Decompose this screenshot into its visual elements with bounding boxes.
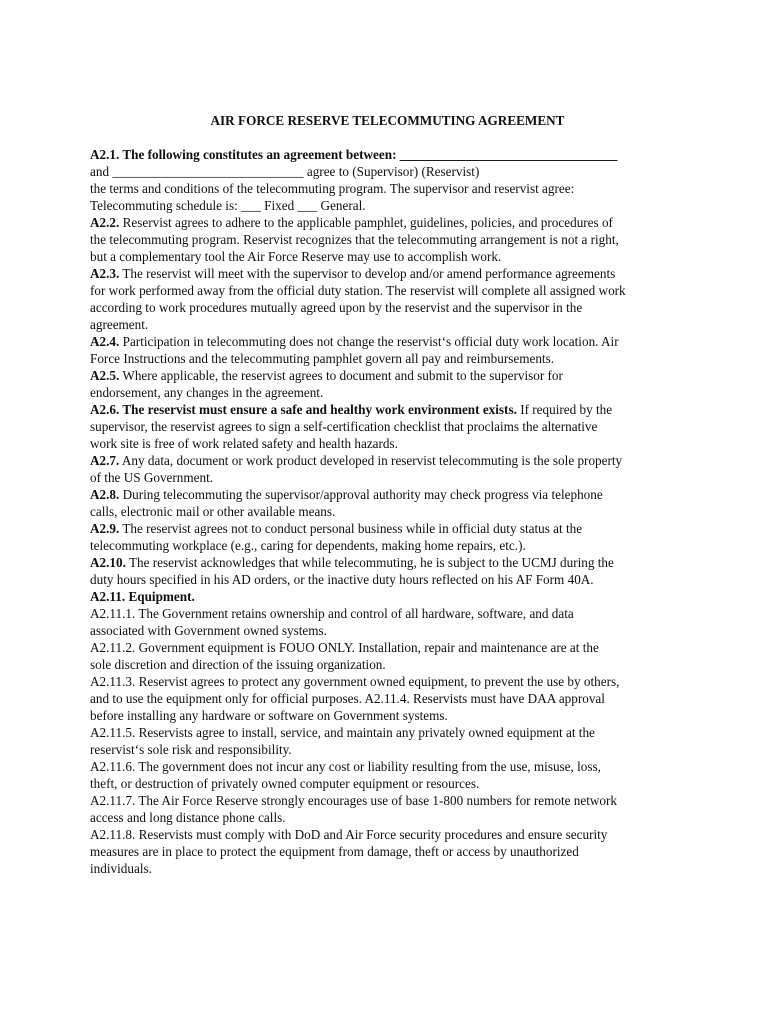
document-line (90, 384, 685, 401)
document-line (90, 333, 685, 350)
line-text: During telecommuting the supervisor/approval authority may check progress via telephone (119, 487, 603, 502)
line-bold-text: A2.11. Equipment. (90, 589, 195, 604)
line-text: The reservist acknowledges that while telecommuting, he is subject to the UCMJ during the (125, 555, 614, 570)
document-line (90, 588, 685, 605)
document-line (90, 282, 685, 299)
line-bold-text: A2.3. (90, 266, 120, 281)
line-text: supervisor, the reservist agrees to sign a self-certification checklist that proclaims the alternative (90, 419, 598, 434)
line-text: The reservist agrees not to conduct personal business while in official duty status at the (119, 521, 583, 536)
line-text: and to use the equipment only for official purposes. A2.11.4. Reservists must have DAA approval (90, 691, 605, 706)
line-text: Participation in telecommuting does not change the reservist‘s official duty work location. Air (119, 334, 619, 349)
line-bold-text: A2.4. (90, 334, 120, 349)
line-text: agreement. (90, 317, 149, 332)
line-text: but a complementary tool the Air Force Reserve may use to accomplish work. (90, 249, 502, 264)
document-line (90, 452, 685, 469)
line-text: theft, or destruction of privately owned computer equipment or resources. (90, 776, 480, 791)
line-text: work site is free of work related safety and health hazards. (90, 436, 398, 451)
document-line (90, 401, 685, 418)
line-text: associated with Government owned systems. (90, 623, 327, 638)
document-line (90, 520, 685, 537)
document-line (90, 435, 685, 452)
document-line (90, 367, 685, 384)
line-text: A2.11.7. The Air Force Reserve strongly encourages use of base 1-800 numbers for remote network (90, 793, 617, 808)
line-text: individuals. (90, 861, 152, 876)
document-line (90, 418, 685, 435)
line-text: Where applicable, the reservist agrees to document and submit to the supervisor for (119, 368, 563, 383)
document-line (90, 571, 685, 588)
line-text: the telecommuting program. Reservist recognizes that the telecommuting arrangement is not a right, (90, 232, 619, 247)
line-text: A2.11.8. Reservists must comply with DoD and Air Force security procedures and ensure security (90, 827, 608, 842)
document-line (90, 180, 685, 197)
line-bold-text: A2.10. (90, 555, 126, 570)
document-line (90, 299, 685, 316)
document-line (90, 231, 685, 248)
document-line (90, 826, 685, 843)
line-text: before installing any hardware or software on Government systems. (90, 708, 448, 723)
document-line (90, 486, 685, 503)
document-line (90, 741, 685, 758)
document-line (90, 775, 685, 792)
line-bold-text: A2.1. The following constitutes an agreement between: _________________________________ (90, 147, 618, 162)
line-text: A2.11.2. Government equipment is FOUO ONLY. Installation, repair and maintenance are at the (90, 640, 599, 655)
line-text: access and long distance phone calls. (90, 810, 286, 825)
line-text: Telecommuting schedule is: ___ Fixed ___ General. (90, 198, 366, 213)
line-text: Any data, document or work product developed in reservist telecommuting is the sole property (119, 453, 623, 468)
document-body (90, 146, 685, 877)
document-line (90, 537, 685, 554)
line-text: The reservist will meet with the supervisor to develop and/or amend performance agreements (119, 266, 616, 281)
document-line (90, 469, 685, 486)
line-text: the terms and conditions of the telecommuting program. The supervisor and reservist agree: (90, 181, 575, 196)
document-line (90, 163, 685, 180)
line-text: for work performed away from the official duty station. The reservist will complete all assigned work (90, 283, 626, 298)
line-text: duty hours specified in his AD orders, or the inactive duty hours reflected on his AF Form 40A. (90, 572, 594, 587)
line-bold-text: A2.9. (90, 521, 120, 536)
document-line (90, 554, 685, 571)
line-bold-text: A2.2. (90, 215, 120, 230)
document-line (90, 605, 685, 622)
document-page (90, 0, 685, 1024)
line-text: Force Instructions and the telecommuting pamphlet govern all pay and reimbursements. (90, 351, 555, 366)
line-text: A2.11.3. Reservist agrees to protect any government owned equipment, to prevent the use by others, (90, 674, 620, 689)
document-line (90, 639, 685, 656)
document-line (90, 503, 685, 520)
line-text: according to work procedures mutually agreed upon by the reservist and the supervisor in the (90, 300, 583, 315)
line-text: telecommuting workplace (e.g., caring for dependents, making home repairs, etc.). (90, 538, 526, 553)
document-line (90, 197, 685, 214)
document-line (90, 843, 685, 860)
line-text: calls, electronic mail or other available means. (90, 504, 336, 519)
document-line (90, 690, 685, 707)
document-line (90, 707, 685, 724)
document-line (90, 350, 685, 367)
document-line (90, 316, 685, 333)
line-text: and _____________________________ agree to (Supervisor) (Reservist) (90, 164, 480, 179)
line-bold-text: A2.5. (90, 368, 120, 383)
document-line (90, 248, 685, 265)
line-text: measures are in place to protect the equipment from damage, theft or access by unauthorized (90, 844, 579, 859)
line-text: sole discretion and direction of the issuing organization. (90, 657, 386, 672)
document-line (90, 656, 685, 673)
document-line (90, 724, 685, 741)
document-line (90, 673, 685, 690)
line-bold-text: A2.8. (90, 487, 120, 502)
document-line (90, 809, 685, 826)
document-line (90, 265, 685, 282)
line-bold-text: A2.7. (90, 453, 120, 468)
document-title: AIR FORCE RESERVE TELECOMMUTING AGREEMENT (210, 113, 565, 128)
line-text: reservist‘s sole risk and responsibility. (90, 742, 292, 757)
document-line (90, 860, 685, 877)
line-bold-text: A2.6. The reservist must ensure a safe and healthy work environment exists. (90, 402, 517, 417)
line-text: A2.11.1. The Government retains ownership and control of all hardware, software, and data (90, 606, 574, 621)
document-line (90, 792, 685, 809)
document-line (90, 214, 685, 231)
line-text: If required by the (516, 402, 613, 417)
line-text: endorsement, any changes in the agreement. (90, 385, 324, 400)
document-line (90, 146, 685, 163)
line-text: A2.11.5. Reservists agree to install, service, and maintain any privately owned equipment at the (90, 725, 595, 740)
document-line (90, 622, 685, 639)
line-text: of the US Government. (90, 470, 214, 485)
line-text: A2.11.6. The government does not incur any cost or liability resulting from the use, misuse, loss, (90, 759, 601, 774)
document-line (90, 758, 685, 775)
line-text: Reservist agrees to adhere to the applicable pamphlet, guidelines, policies, and procedures of (119, 215, 613, 230)
